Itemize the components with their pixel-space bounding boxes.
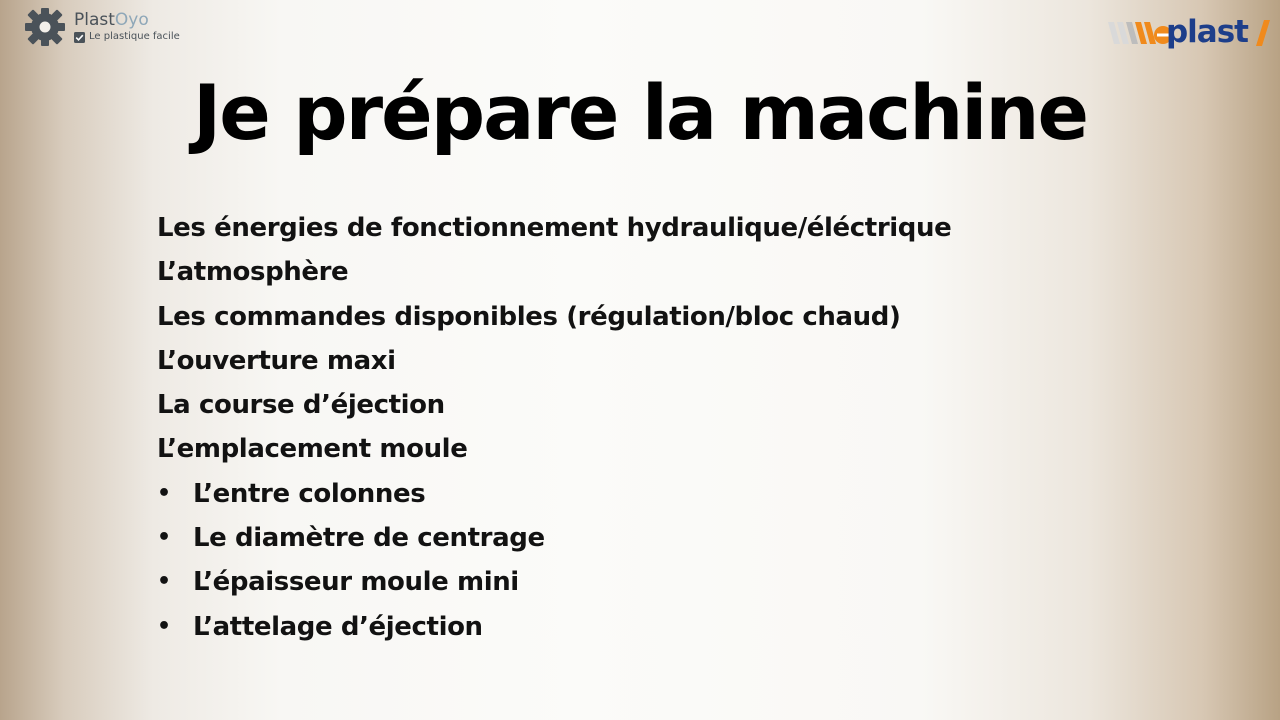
content-line: Les commandes disponibles (régulation/bloc chaud) — [157, 301, 901, 332]
plastoyo-tagline-text: Le plastique facile — [89, 31, 180, 42]
content-line: L’emplacement moule — [157, 434, 468, 465]
plastoyo-name-part2: Oyo — [114, 10, 149, 30]
slide-content — [157, 206, 951, 649]
bullet-item — [157, 472, 951, 516]
bullet-item — [157, 605, 951, 649]
bullet-marker: • — [157, 569, 171, 595]
bullet-item — [157, 560, 951, 604]
bullet-item — [157, 516, 951, 560]
bullet-marker: • — [157, 525, 171, 551]
content-line: Les énergies de fonctionnement hydraulique/éléctrique — [157, 213, 952, 243]
checkbox-icon — [74, 32, 85, 43]
bullet-marker: • — [157, 613, 171, 639]
plastoyo-logo — [20, 6, 180, 48]
bullet-marker: • — [157, 480, 171, 506]
weplast-slash-mark — [1250, 14, 1272, 50]
content-line: La course d’éjection — [157, 390, 445, 421]
plastoyo-tagline — [74, 30, 180, 44]
plastoyo-name-part1: Plast — [74, 10, 115, 30]
slide-title: Je prépare la machine — [192, 68, 1087, 157]
plastoyo-brand — [74, 10, 180, 44]
weplast-wordmark: plast — [1165, 14, 1248, 50]
weplast-logo — [1108, 12, 1272, 52]
bullet-text: Le diamètre de centrage — [193, 523, 545, 554]
bullet-text: L’entre colonnes — [193, 478, 426, 509]
bullet-text: L’attelage d’éjection — [193, 611, 483, 642]
gear-icon — [20, 6, 70, 48]
weplast-mark-graphic — [1108, 14, 1172, 50]
bullet-text: L’épaisseur moule mini — [193, 567, 519, 598]
content-line: L’ouverture maxi — [157, 345, 396, 376]
content-line: L’atmosphère — [157, 257, 349, 288]
plastoyo-name — [74, 10, 180, 30]
